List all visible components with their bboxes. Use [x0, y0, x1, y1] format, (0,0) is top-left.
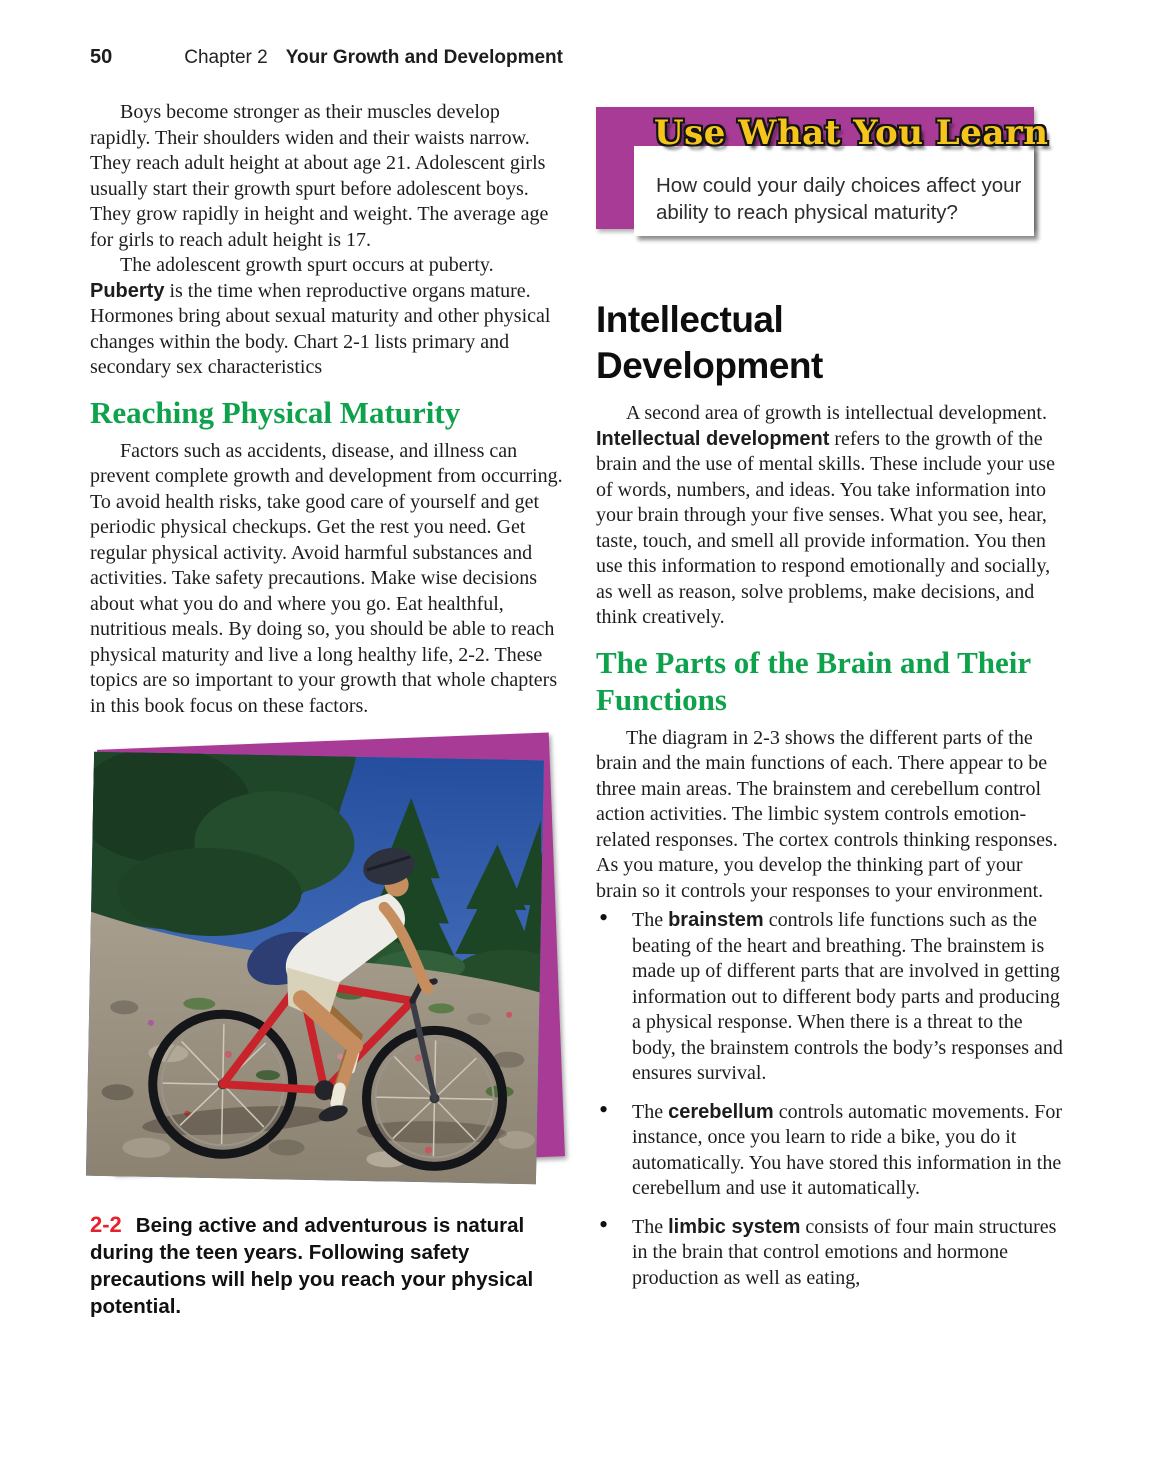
- heading-reaching-physical-maturity: Reaching Physical Maturity: [90, 394, 461, 430]
- paragraph-factors: Factors such as accidents, disease, and illness can prevent complete growth and development from occurring. To avoid health risks, take good care of yourself and get periodic physical checkups. Get the rest you need. Get regular physical activity. Avoid harmful substances and activities. Take safety precautions. Make wise decisions about what you do and where you go. Eat healthful, nutritious meals. By doing so, you should be able to reach physical maturity and live a long healthy life, 2-2. These topics are so important to your growth that whole chapters in this book focus on these factors.: [90, 439, 563, 717]
- figure-2-2: [90, 741, 564, 1201]
- right-column: [596, 100, 1068, 1304]
- figure-caption-text: Being active and adventurous is natural during the teen years. Following safety precautions will help you reach your physical potential.: [90, 1214, 534, 1318]
- callout-title: Use What You Learn: [654, 113, 1049, 153]
- page-number: 50: [90, 46, 113, 68]
- callout-body: [634, 146, 1034, 236]
- figure-caption-label: 2-2: [90, 1212, 122, 1237]
- left-column: [90, 100, 564, 1320]
- bullet-item-cerebellum: • The cerebellum controls automatic movements. For instance, once you learn to ride a bike, you do it automatically. You have stored this information in the cerebellum and use it automatically.: [596, 1100, 1068, 1202]
- mountain-biker-illustration: [86, 752, 544, 1185]
- chapter-title: Your Growth and Development: [285, 47, 563, 68]
- callout-question: How could your daily choices affect your ability to reach physical maturity?: [656, 174, 1022, 224]
- heading-parts-of-the-brain: The Parts of the Brain and Their Functions: [596, 644, 1031, 717]
- paragraph-puberty: The adolescent growth spurt occurs at puberty. Puberty is the time when reproductive organs mature. Hormones bring about sexual maturity and other physical changes within the body. Chart 2-1 lists primary and secondary sex characteristics: [90, 254, 551, 378]
- chapter-label: Chapter 2: [184, 47, 268, 68]
- paragraph-intellectual-development: A second area of growth is intellectual development. Intellectual development refers to the growth of the brain and the use of mental skills. These include your use of words, numbers, and ideas. You take information into your brain through your five senses. What you see, hear, taste, touch, and smell all provide information. You then use this information to respond emotionally and socially, as well as reason, solve problems, make decisions, and think creatively.: [596, 402, 1055, 628]
- bullet-item-brainstem: • The brainstem controls life functions such as the beating of the heart and breathing. The brainstem is made up of different parts that are involved in getting information out to different body parts and producing a physical response. When there is a threat to the body, the brainstem controls the body’s responses and ensures survival.: [596, 908, 1068, 1087]
- figure-caption: [90, 1211, 556, 1320]
- use-what-you-learn-box: [596, 107, 1068, 257]
- sock: [336, 1088, 339, 1103]
- brain-parts-list: [596, 908, 1068, 1291]
- paragraph-boys-growth: Boys become stronger as their muscles develop rapidly. Their shoulders widen and their waists narrow. They reach adult height at about age 21. Adolescent girls usually start their growth spurt before adolescent boys. They grow rapidly in height and weight. The average age for girls to reach adult height is 17.: [90, 101, 549, 251]
- photo-mountain-biker: [86, 752, 544, 1185]
- bullet-item-limbic-system: • The limbic system consists of four main structures in the brain that control emotions and hormone production as well as eating,: [596, 1215, 1068, 1292]
- paragraph-brain-diagram: The diagram in 2-3 shows the different parts of the brain and the main functions of each. There appear to be three main areas. The brainstem and cerebellum control action activities. The limbic system controls emotion-related responses. The cortex controls thinking responses. As you mature, you develop the thinking part of your brain so it controls your responses to your environment.: [596, 726, 1058, 902]
- page-header: [90, 46, 563, 69]
- heading-intellectual-development: Intellectual Development: [596, 299, 823, 386]
